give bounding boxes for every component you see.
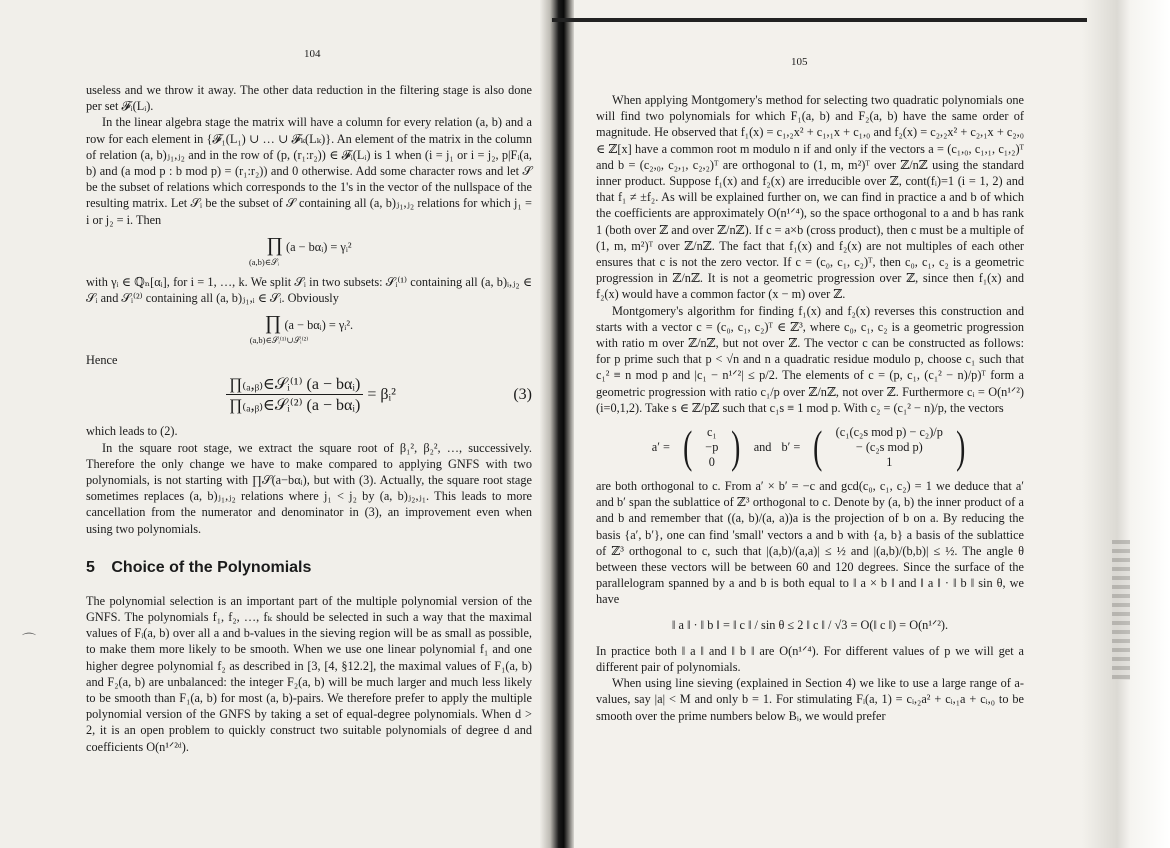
left-page-text xyxy=(86,82,532,755)
product-symbol: ∏ xyxy=(266,233,283,256)
book-gutter xyxy=(540,0,574,848)
margin-mark: ⌒ xyxy=(22,634,36,649)
paragraph: Montgomery's algorithm for finding f₁(x) and f₂(x) reverses this construction and starts with a vector c = (c₀, c₁, c₂)ᵀ ∈ ℤ³, where c₀, c₁, c₂ is a geometric progression with ratio m over ℤ/nℤ, but not over ℤ. The vector c can be constructed as follows: for p prime such that p < √n and n a quadratic residue modulo p, choose c₁ such that c₁² ≡ n mod p and |c₁ − n¹ᐟ²| ≤ p/2. The elements of c = (p, c₁, (c₁² − n)/p)ᵀ form a geometric progression with ratio c₁/p over ℤ/nℤ, not over ℤ. Furthermore cᵢ = O(n¹ᐟ²) (i=0,1,2). Take s ∈ ℤ/pℤ such that c₁s ≡ 1 mod p. With c₂ = (c₁² − n)/p, the vectors xyxy=(596,303,1024,415)
a-prime-label: a′ = xyxy=(651,439,670,454)
right-page-text xyxy=(596,92,1024,724)
page-edge-tabs xyxy=(1112,540,1130,680)
fraction xyxy=(226,374,363,415)
paragraph: In the linear algebra stage the matrix will have a column for every relation (a, b) and a row for each element in {𝓕₁(L₁) ∪ … ∪ 𝓕ₖ(Lₖ)}. An element of the matrix in the column of relation (a, b)ⱼ₁,ⱼ₂ and in the row of (p, (r₁:r₂)) ∈ 𝓕ᵢ(Lᵢ) is 1 when (i = j₁ or i = j₂, p|Fᵢ(a, b) and (a mod p : b mod p) = (r₁:r₂)) and 0 otherwise. Add some character rows and let 𝒮 be the subset of relations which corresponds to the 1's in the vector of the nullspace of the resulting matrix. Let 𝒮ᵢ be the subset of 𝒮 containing all (a, b)ⱼ₁,ⱼ₂ relations for which j₁ = i or j₂ = i. Then xyxy=(86,115,532,227)
equation-rhs: (a − bαᵢ) = γᵢ² xyxy=(285,239,352,254)
equation-rhs: = βᵢ² xyxy=(367,385,396,403)
equation-subscript: (a,b)∈𝒮ᵢ xyxy=(248,256,280,267)
right-paren: ) xyxy=(731,421,741,473)
product-symbol: ∏ xyxy=(264,312,282,335)
paragraph: which leads to (2). xyxy=(86,424,178,439)
vector-entry: −p xyxy=(705,439,719,454)
section-number: 5 xyxy=(86,558,95,576)
b-prime-vector xyxy=(836,425,943,470)
section-title: Choice of the Polynomials xyxy=(111,558,312,576)
section-heading xyxy=(86,559,532,577)
equation-rhs: (a − bαᵢ) = γᵢ². xyxy=(284,318,354,333)
equation-norm: ‖ a ‖ · ‖ b ‖ = ‖ c ‖ / sin θ ≤ 2 ‖ c ‖ / √3 = O(‖ c ‖) = O(n¹ᐟ²). xyxy=(671,617,949,632)
top-rule xyxy=(552,18,1087,22)
left-paren: ( xyxy=(813,421,823,473)
equation-product-split xyxy=(86,312,532,346)
paragraph: When using line sieving (explained in Section 4) we like to use a large range of a-values, say |a| < M and only b = 1. For stimulating Fᵢ(a, 1) = cᵢ,₂a² + cᵢ,₁a + cᵢ,₀ to be smooth over the prime numbers below Bᵢ, we would prefer xyxy=(596,676,1024,723)
paragraph: The polynomial selection is an important part of the multiple polynomial version of the GNFS. The polynomials f₁, f₂, …, fₖ should be selected in such a way that the maximal values of Fᵢ(a, b) over all a and b-values in the sieving region will be as small as possible, to make them more likely to be smooth. When we use one linear polynomial f₁ and one higher degree polynomial f₂ as described in [3, [4, §12.2], the maximal values of F₁(a, b) and F₂(a, b) are unbalanced: the integer F₂(a, b) will be much larger and much less likely to be smooth than F₁(a, b) for most (a, b)-pairs. We therefore prefer to apply the multiple polynomial version of the GNFS by taking a set of equal-degree polynomials. When d > 2, it is an open problem to quickly construct two suitable polynomials of degree d and coefficients O(n¹ᐟ²ᵈ). xyxy=(86,593,532,754)
paragraph: In the square root stage, we extract the square root of β₁², β₂², …, successively. Therefore the only change we have to make compared to applying GNFS with two polynomials, is not starting with ∏𝒮(a−bαᵢ), but with (3). Actually, the square root stage sometimes replaces (a, b)ⱼ₁,ⱼ₂ relations where j₁ < j₂ by (a, b)ⱼ₂,ⱼ₁. This leads to more cancellation from the numerator and denominator in (3), an improvement even when using two polynomials. xyxy=(86,440,532,536)
vector-entry: − (c₂s mod p) xyxy=(855,439,923,454)
vectors-equation xyxy=(596,421,1024,473)
paragraph-hence: Hence xyxy=(86,353,118,368)
vector-entry: (c₁(c₂s mod p) − c₂)/p xyxy=(835,424,943,439)
paragraph: In practice both ‖ a ‖ and ‖ b ‖ are O(n¹ᐟ⁴). For different values of p we will get a different pair of polynomials. xyxy=(596,643,1024,674)
right-page-number: 105 xyxy=(791,56,808,68)
fraction-denominator: ∏₍ₐ,ᵦ₎∈𝒮ᵢ⁽²⁾ (a − bαᵢ) xyxy=(229,397,361,415)
right-paren: ) xyxy=(955,421,966,473)
paragraph: with γᵢ ∈ ℚₙ[αᵢ], for i = 1, …, k. We split 𝒮ᵢ in two subsets: 𝒮ᵢ⁽¹⁾ containing all (a, b)ᵢ,ⱼ₂ ∈ 𝒮ᵢ and 𝒮ᵢ⁽²⁾ containing all (a, b)ⱼ₁,ᵢ ∈ 𝒮ᵢ. Obviously xyxy=(86,274,532,306)
paragraph: When applying Montgomery's method for selecting two quadratic polynomials one will find two polynomials for which F₁(a, b) and F₂(a, b) have the same order of magnitude. He observed that f₁(x) = c₁,₂x² + c₁,₁x + c₁,₀ and f₂(x) = c₂,₂x² + c₂,₁x + c₂,₀ ∈ ℤ[x] have a common root m modulo n if and only if the vectors a = (c₁,₀, c₁,₁, c₁,₂)ᵀ and b = (c₂,₀, c₂,₁, c₂,₂)ᵀ are orthogonal to (1, m, m²)ᵀ over ℤ/nℤ using the standard inner product. Suppose f₁(x) and f₂(x) are irreducible over ℤ, cont(fᵢ)=1 (i = 1, 2) and that f₁ ≠ ±f₂. As will be explained further on, we can find in practice a and b of which the coefficients are approximately O(n¹ᐟ⁴), so the space orthogonal to a and b has rank 1 (both over ℤ and over ℤ/nℤ). If c = a×b (cross product), then c must be a multiple of (1, m, m²)ᵀ over ℤ/nℤ. The fact that f₁(x) and f₂(x) are not multiples of each other ensures that c is not the zero vector. If c = (c₀, c₁, c₂)ᵀ, then c₀, c₁, c₂ is a geometric progression in ℤ/nℤ. It is not a geometric progression over ℤ, since then f₁(x) and f₂(x) would have a common factor (x − m) over ℤ. xyxy=(596,93,1024,302)
vector-entry: 1 xyxy=(886,454,893,469)
left-page-number: 104 xyxy=(304,48,321,60)
equation-3 xyxy=(86,374,532,415)
vector-entry: 0 xyxy=(708,454,715,469)
b-prime-label: b′ = xyxy=(781,439,801,454)
page-edge-stack xyxy=(1082,0,1170,848)
vector-entry: c₁ xyxy=(706,424,717,439)
equation-number: (3) xyxy=(513,385,532,403)
paragraph: useless and we throw it away. The other data reduction in the filtering stage is also done per set 𝓕ᵢ(Lᵢ). xyxy=(86,83,532,114)
and-word: and xyxy=(753,439,772,454)
paragraph: are both orthogonal to c. From a′ × b′ = −c and gcd(c₀, c₁, c₂) = 1 we deduce that a′ and b′ span the sublattice of ℤ³ orthogonal to c. Denote by (a, b) the inner product of a and b and remember that ((a, b)/(a, a))a is the projection of b on a. By reducing the basis {a′, b′}, one can find 'small' vectors a and b with {a, b} a basis of the sublattice of ℤ³ orthogonal to c, such that |(a,b)/(a,a)| ≤ ½ and |(a,b)/(b,b)| ≤ ½. The angle θ between these vectors will be between 60 and 120 degrees. Since the surface of the parallelogram spanned by a and b is both equal to ‖ a × b ‖ and ‖ a ‖ · ‖ b ‖ sin θ, we have xyxy=(596,479,1024,607)
equation-product xyxy=(86,234,532,268)
fraction-numerator: ∏₍ₐ,ᵦ₎∈𝒮ᵢ⁽¹⁾ (a − bαᵢ) xyxy=(226,374,363,395)
a-prime-vector xyxy=(705,425,718,470)
equation-subscript: (a,b)∈𝒮ᵢ⁽¹⁾∪𝒮ᵢ⁽²⁾ xyxy=(249,335,309,346)
left-paren: ( xyxy=(683,421,693,473)
